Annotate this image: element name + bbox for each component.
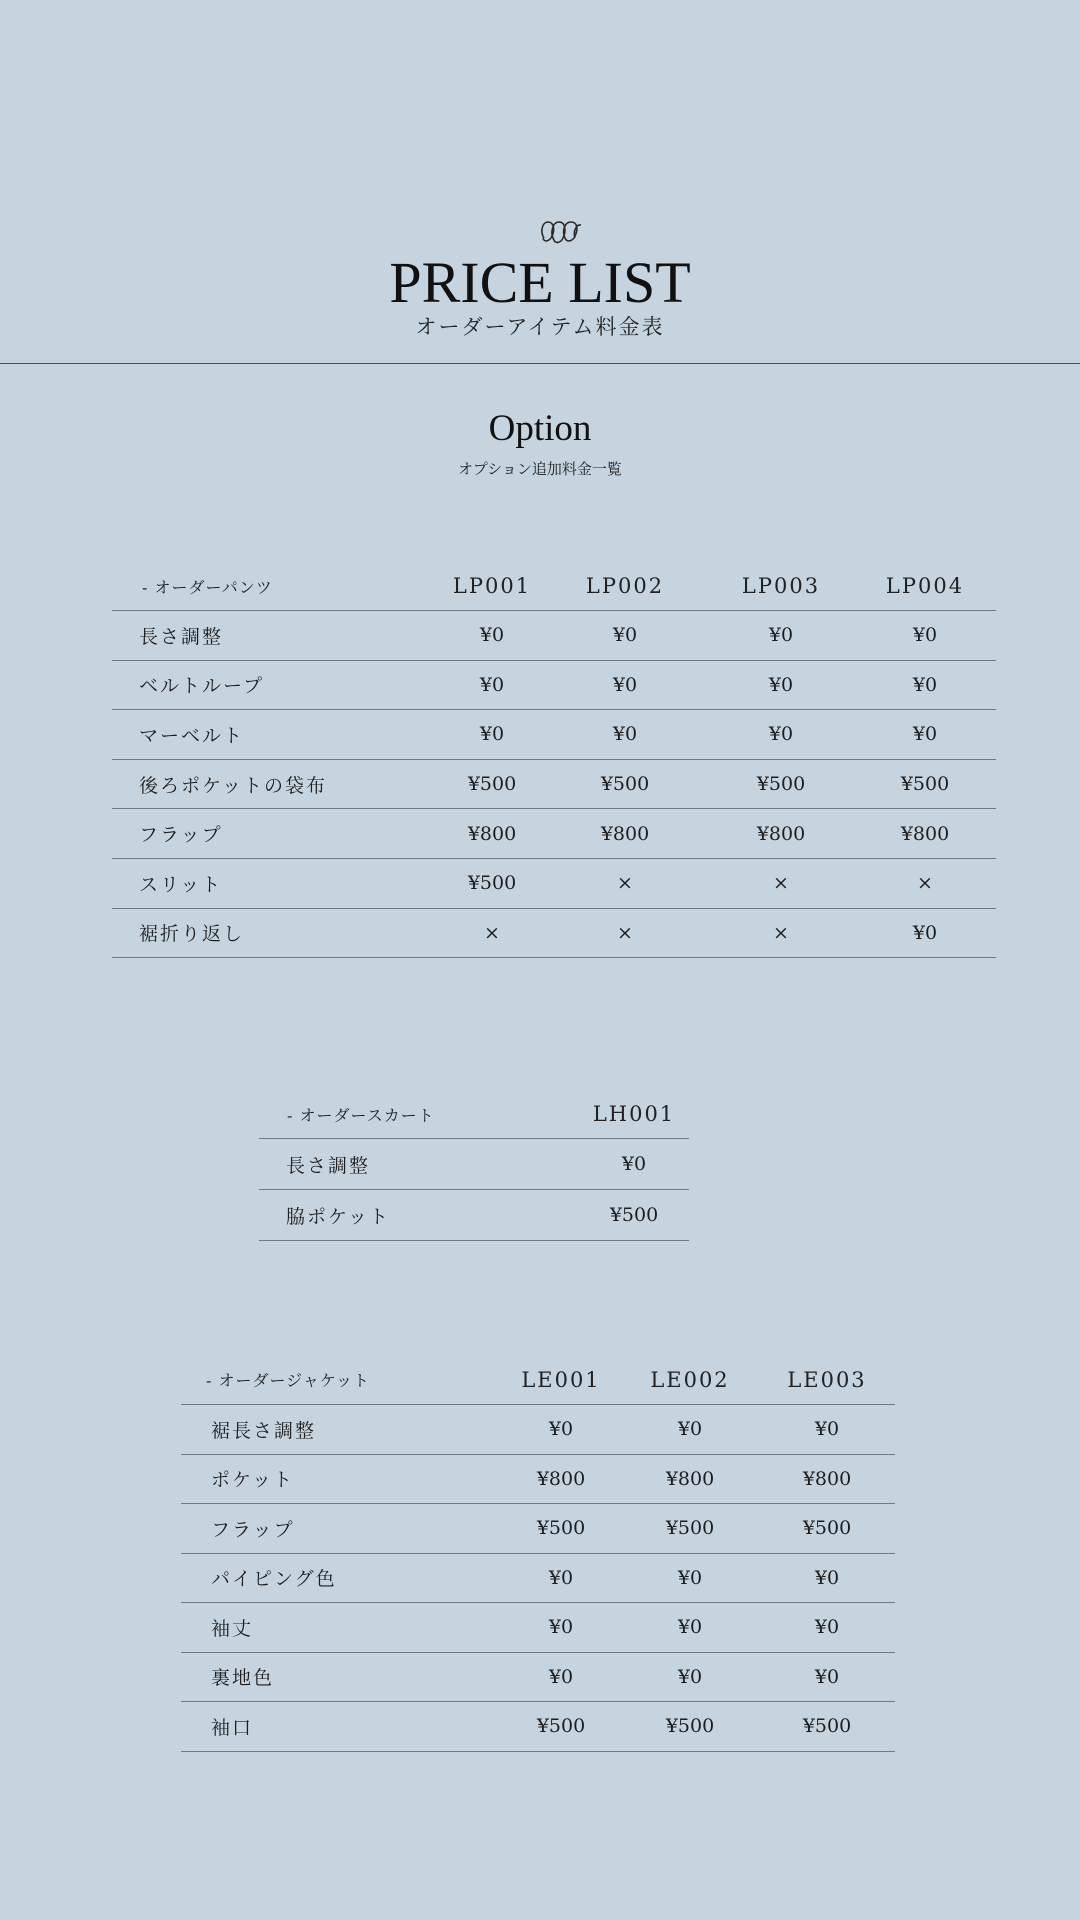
table-row bbox=[181, 1553, 895, 1603]
price-cell: ¥0 bbox=[759, 1553, 895, 1603]
price-cell: ¥500 bbox=[854, 759, 996, 809]
category-label: - オーダージャケット bbox=[181, 1355, 501, 1405]
price-cell: × bbox=[542, 858, 708, 908]
price-cell: ¥0 bbox=[442, 611, 542, 661]
column-header: LP001 bbox=[442, 562, 542, 611]
price-cell: ¥0 bbox=[854, 660, 996, 710]
option-label: 裾長さ調整 bbox=[181, 1405, 501, 1455]
column-header: LP003 bbox=[708, 562, 854, 611]
price-cell: ¥500 bbox=[542, 759, 708, 809]
table-row bbox=[181, 1405, 895, 1455]
category-label: - オーダースカート bbox=[259, 1090, 579, 1139]
option-label: 脇ポケット bbox=[259, 1190, 579, 1241]
table-row bbox=[112, 908, 996, 958]
table-row bbox=[112, 759, 996, 809]
option-label: 長さ調整 bbox=[112, 611, 442, 661]
section-title: Option bbox=[488, 408, 592, 449]
price-cell: ¥800 bbox=[854, 809, 996, 859]
price-cell: ¥500 bbox=[501, 1702, 621, 1752]
table-row bbox=[112, 710, 996, 760]
table-header-row bbox=[112, 562, 996, 611]
option-label: 後ろポケットの袋布 bbox=[112, 759, 442, 809]
price-cell: ¥500 bbox=[759, 1702, 895, 1752]
price-cell: ¥0 bbox=[708, 660, 854, 710]
price-cell: × bbox=[708, 908, 854, 958]
page-subtitle: オーダーアイテム料金表 bbox=[415, 315, 665, 339]
price-cell: ¥0 bbox=[708, 710, 854, 760]
price-cell: ¥0 bbox=[759, 1405, 895, 1455]
price-cell: ¥800 bbox=[501, 1454, 621, 1504]
price-cell: ¥0 bbox=[854, 710, 996, 760]
column-header: LH001 bbox=[579, 1090, 689, 1139]
column-header: LE003 bbox=[759, 1355, 895, 1405]
table-row bbox=[181, 1652, 895, 1702]
option-label: 裾折り返し bbox=[112, 908, 442, 958]
option-label: マーベルト bbox=[112, 710, 442, 760]
price-cell: ¥0 bbox=[442, 660, 542, 710]
option-label: 長さ調整 bbox=[259, 1139, 579, 1190]
price-cell: ¥500 bbox=[442, 858, 542, 908]
price-cell: ¥0 bbox=[759, 1652, 895, 1702]
table-row bbox=[112, 611, 996, 661]
price-cell: ¥0 bbox=[621, 1553, 759, 1603]
price-cell: ¥0 bbox=[854, 611, 996, 661]
price-cell: ¥0 bbox=[621, 1603, 759, 1653]
price-cell: ¥0 bbox=[542, 611, 708, 661]
price-cell: ¥800 bbox=[759, 1454, 895, 1504]
option-label: フラップ bbox=[112, 809, 442, 859]
option-label: 裏地色 bbox=[181, 1652, 501, 1702]
price-cell: × bbox=[542, 908, 708, 958]
option-label: ポケット bbox=[181, 1454, 501, 1504]
table-row bbox=[181, 1702, 895, 1752]
table-row bbox=[259, 1139, 689, 1190]
table-row bbox=[112, 660, 996, 710]
price-cell: ¥0 bbox=[501, 1603, 621, 1653]
table-row bbox=[112, 809, 996, 859]
option-label: 袖口 bbox=[181, 1702, 501, 1752]
table-row bbox=[181, 1603, 895, 1653]
price-cell: ¥0 bbox=[759, 1603, 895, 1653]
skirt-price-table bbox=[259, 1090, 689, 1241]
price-cell: × bbox=[854, 858, 996, 908]
price-cell: ¥500 bbox=[708, 759, 854, 809]
price-cell: ¥0 bbox=[708, 611, 854, 661]
section-subtitle: オプション追加料金一覧 bbox=[458, 460, 622, 478]
column-header: LE002 bbox=[621, 1355, 759, 1405]
price-cell: ¥0 bbox=[501, 1405, 621, 1455]
price-cell: ¥500 bbox=[621, 1504, 759, 1554]
option-label: ベルトループ bbox=[112, 660, 442, 710]
column-header: LE001 bbox=[501, 1355, 621, 1405]
price-cell: ¥500 bbox=[621, 1702, 759, 1752]
category-label: - オーダーパンツ bbox=[112, 562, 442, 611]
price-cell: ¥500 bbox=[501, 1504, 621, 1554]
price-cell: ¥0 bbox=[579, 1139, 689, 1190]
table-row bbox=[181, 1454, 895, 1504]
table-header-row bbox=[181, 1355, 895, 1405]
table-row bbox=[181, 1504, 895, 1554]
price-cell: ¥0 bbox=[442, 710, 542, 760]
price-cell: ¥0 bbox=[501, 1652, 621, 1702]
price-cell: ¥0 bbox=[854, 908, 996, 958]
price-cell: ¥800 bbox=[442, 809, 542, 859]
price-cell: ¥0 bbox=[621, 1405, 759, 1455]
price-cell: ¥0 bbox=[542, 710, 708, 760]
price-cell: ¥800 bbox=[542, 809, 708, 859]
table-header-row bbox=[259, 1090, 689, 1139]
table-row bbox=[259, 1190, 689, 1241]
interlocking-loops-icon bbox=[538, 216, 586, 250]
column-header: LP002 bbox=[542, 562, 708, 611]
price-cell: ¥0 bbox=[501, 1553, 621, 1603]
page-title: PRICE LIST bbox=[389, 250, 691, 315]
pants-price-table bbox=[112, 562, 996, 958]
column-header: LP004 bbox=[854, 562, 996, 611]
price-cell: ¥0 bbox=[542, 660, 708, 710]
option-label: パイピング色 bbox=[181, 1553, 501, 1603]
price-cell: ¥800 bbox=[708, 809, 854, 859]
option-label: フラップ bbox=[181, 1504, 501, 1554]
price-cell: ¥500 bbox=[759, 1504, 895, 1554]
table-row bbox=[112, 858, 996, 908]
option-label: スリット bbox=[112, 858, 442, 908]
price-cell: ¥800 bbox=[621, 1454, 759, 1504]
header-divider bbox=[0, 363, 1080, 364]
price-cell: ¥0 bbox=[621, 1652, 759, 1702]
price-cell: × bbox=[442, 908, 542, 958]
price-cell: × bbox=[708, 858, 854, 908]
price-cell: ¥500 bbox=[579, 1190, 689, 1241]
option-label: 袖丈 bbox=[181, 1603, 501, 1653]
jacket-price-table bbox=[181, 1355, 895, 1752]
price-cell: ¥500 bbox=[442, 759, 542, 809]
